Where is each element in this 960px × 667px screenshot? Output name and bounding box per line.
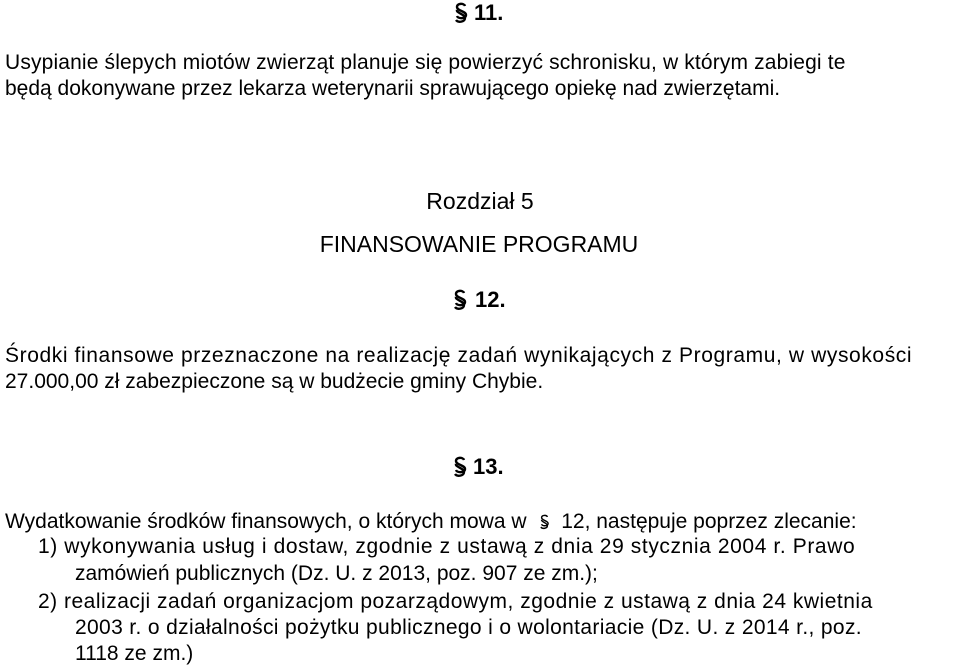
p12-line-1 — [5, 343, 912, 369]
section-12-number: 12. — [475, 287, 506, 312]
chapter-title: FINANSOWANIE PROGRAMU — [319, 231, 639, 257]
p11-text-line-2: będą dokonywane przez lekarza weterynarii sprawującego opiekę nad zwierzętami. — [5, 77, 781, 100]
chapter-label: Rozdział 5 — [426, 188, 534, 214]
p13-item-2-line-1 — [38, 589, 873, 615]
p13-item-2-text-1: 2) realizacji zadań organizacjom pozarządowym, zgodnie z ustawą z dnia 24 kwietnia — [38, 590, 873, 613]
section-11-number: 11. — [474, 0, 504, 25]
p13-item-1-text-1: 1) wykonywania usług i dostaw, zgodnie z ustawą z dnia 29 stycznia 2004 r. Prawo — [38, 535, 856, 558]
p13-intro — [5, 509, 857, 535]
p12-line-2 — [5, 369, 543, 395]
section-sign-icon — [451, 456, 469, 478]
p13-item-2-line-2 — [75, 615, 862, 641]
p13-item-2-text-2: 2003 r. o działalności pożytku publicznego i o wolontariacie (Dz. U. z 2014 r., poz. — [75, 616, 862, 639]
section-sign-icon — [538, 513, 551, 531]
p13-intro-after: 12, następuje poprzez zlecanie: — [561, 510, 857, 533]
section-13-number: 13. — [473, 454, 504, 479]
p11-line-1 — [5, 50, 952, 76]
p13-intro-before: Wydatkowanie środków finansowych, o których mowa w — [5, 510, 527, 533]
p11-text-line-1: Usypianie ślepych miotów zwierząt planuje się powierzyć schronisku, w którym zabiegi te — [5, 51, 846, 74]
section-sign-icon — [452, 2, 470, 24]
p12-text-line-1: Środki finansowe przeznaczone na realizację zadań wynikających z Programu, w wysokości — [5, 344, 913, 367]
p11-line-2 — [5, 76, 780, 102]
p13-item-1-line-2 — [75, 561, 598, 587]
p13-item-1-text-2: zamówień publicznych (Dz. U. z 2013, poz. 907 ze zm.); — [75, 562, 598, 585]
p13-item-2-text-3: 1118 ze zm.) — [75, 642, 194, 665]
p12-text-line-2: 27.000,00 zł zabezpieczone są w budżecie gminy Chybie. — [5, 370, 544, 393]
p13-item-2-line-3 — [75, 641, 193, 667]
section-sign-icon — [451, 289, 469, 311]
p13-item-1-line-1 — [38, 534, 855, 560]
